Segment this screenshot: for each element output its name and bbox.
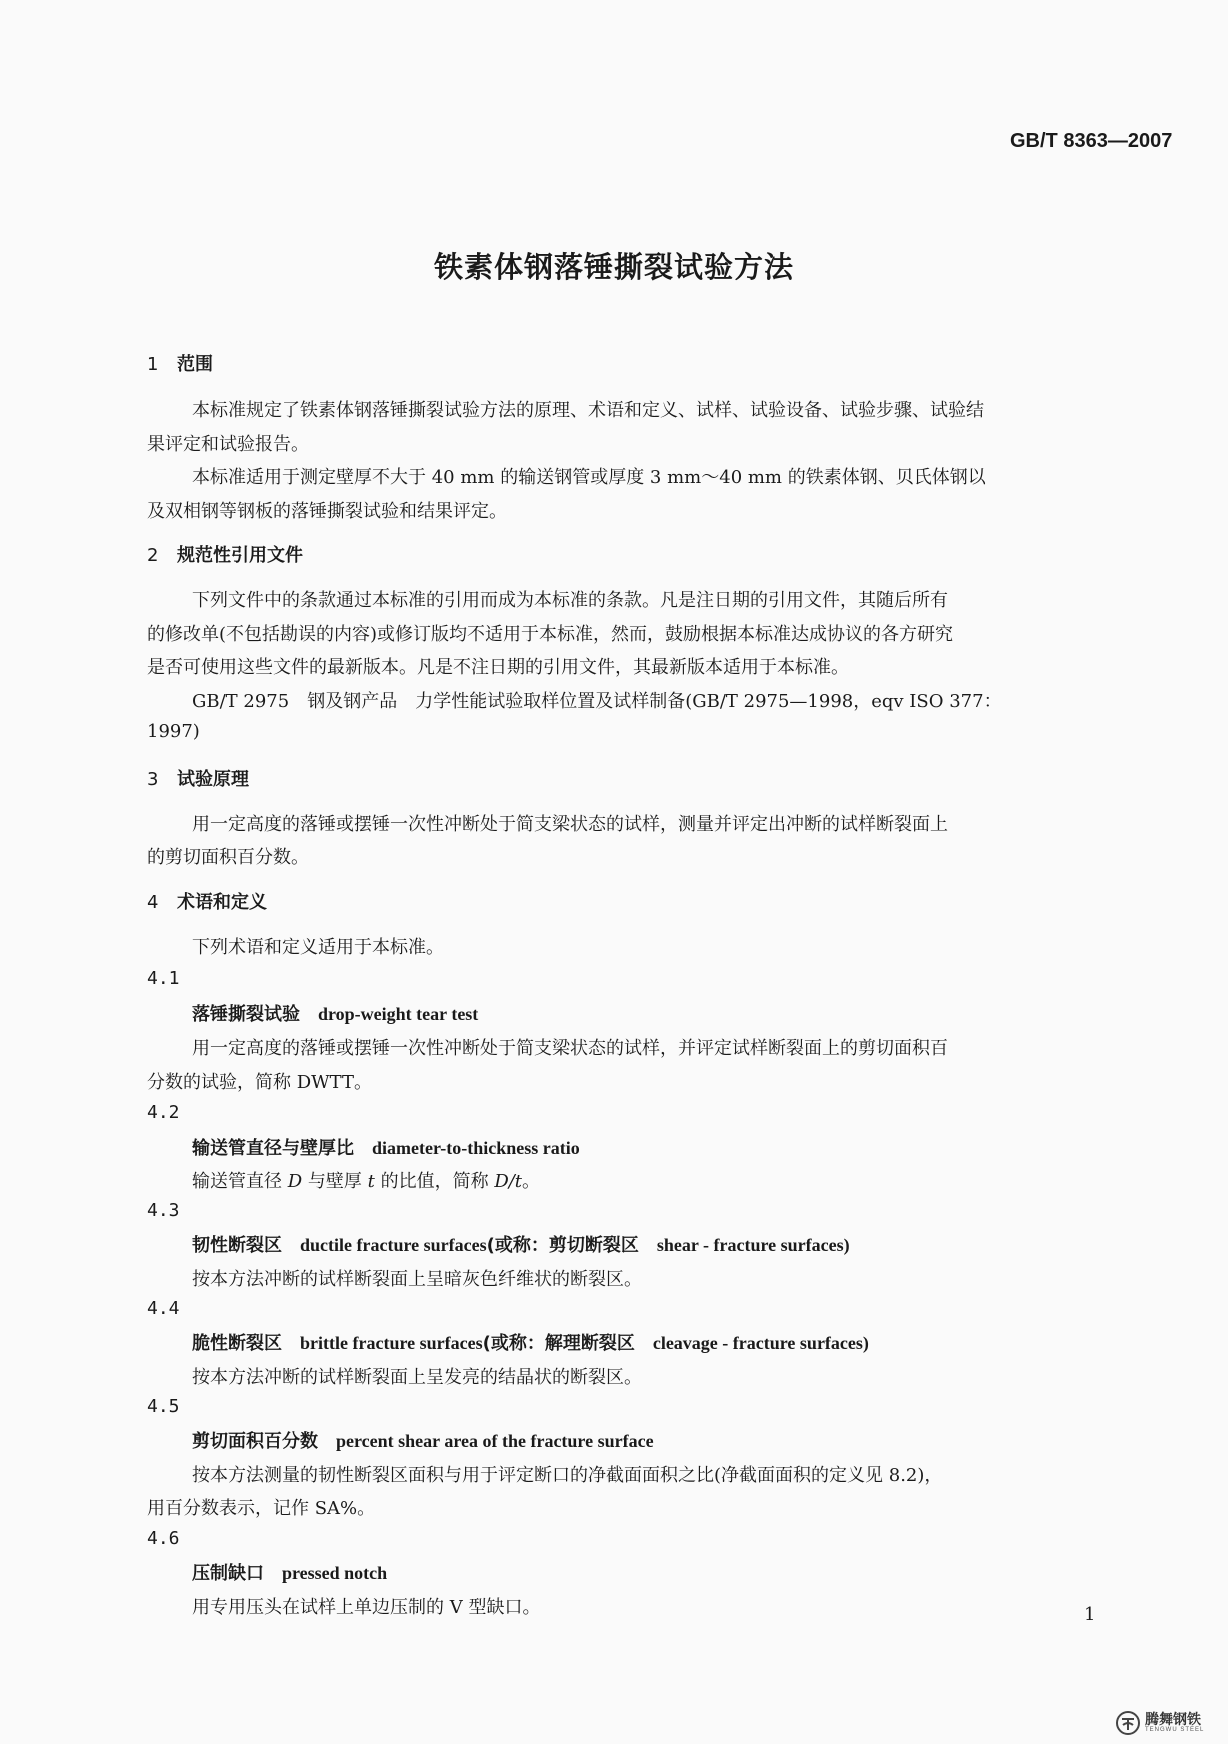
paragraph-line: 本标准适用于测定壁厚不大于 40 mm 的输送钢管或厚度 3 mm～40 mm 的铁素体钢、贝氏体钢以	[192, 467, 986, 488]
definition-line: 按本方法测量的韧性断裂区面积与用于评定断口的净截面面积之比(净截面面积的定义见 8.2)，	[192, 1465, 943, 1486]
definition-line: 用百分数表示，记作 SA%。	[147, 1498, 376, 1519]
paragraph-line: 及双相钢等钢板的落锤撕裂试验和结果评定。	[147, 501, 507, 522]
section-title: 术语和定义	[177, 892, 267, 913]
clause-number: 4.4	[147, 1298, 180, 1319]
term-alt-zh: (或称：解理断裂区	[482, 1333, 635, 1354]
term-zh: 剪切面积百分数	[192, 1431, 318, 1452]
term-alt-zh: (或称：剪切断裂区	[486, 1235, 639, 1256]
term-entry	[192, 1329, 869, 1355]
paragraph-line: 的剪切面积百分数。	[147, 847, 309, 868]
term-entry	[192, 1427, 654, 1453]
section-2-heading	[147, 541, 303, 567]
term-entry	[192, 1000, 478, 1026]
definition-line: 按本方法冲断的试样断裂面上呈发亮的结晶状的断裂区。	[192, 1367, 642, 1388]
section-4-heading	[147, 888, 267, 914]
clause-number: 4.3	[147, 1200, 180, 1221]
term-en: percent shear area of the fracture surface	[336, 1431, 654, 1451]
paragraph-line: 用一定高度的落锤或摆锤一次性冲断处于简支梁状态的试样，测量并评定出冲断的试样断裂面上	[192, 814, 948, 835]
term-en: drop-weight tear test	[318, 1004, 479, 1024]
section-title: 范围	[177, 354, 213, 375]
definition-line: 按本方法冲断的试样断裂面上呈暗灰色纤维状的断裂区。	[192, 1269, 642, 1290]
clause-number: 4.5	[147, 1396, 180, 1417]
text-run: 的比值，简称	[374, 1171, 495, 1192]
page-number: 1	[1084, 1604, 1096, 1625]
section-1-heading	[147, 350, 213, 376]
definition-line: 用一定高度的落锤或摆锤一次性冲断处于简支梁状态的试样，并评定试样断裂面上的剪切面积百	[192, 1038, 948, 1059]
definition-line: 用专用压头在试样上单边压制的 V 型缺口。	[192, 1597, 541, 1618]
term-en: ductile fracture surfaces	[300, 1235, 487, 1255]
term-zh: 落锤撕裂试验	[192, 1004, 300, 1025]
term-entry	[192, 1134, 580, 1160]
term-entry	[192, 1231, 850, 1257]
paragraph-line: 下列术语和定义适用于本标准。	[192, 937, 444, 958]
section-number: 3	[147, 769, 159, 790]
text-run: 输送管直径	[192, 1171, 288, 1192]
reference-line: 1997)	[147, 721, 200, 742]
paragraph-line: 果评定和试验报告。	[147, 434, 309, 455]
text-run: 。	[522, 1171, 541, 1192]
clause-number: 4.6	[147, 1528, 180, 1549]
tengwu-logo-icon	[1115, 1710, 1141, 1736]
paragraph-line: 是否可使用这些文件的最新版本。凡是不注日期的引用文件，其最新版本适用于本标准。	[147, 657, 849, 678]
tengwu-logo	[1115, 1710, 1204, 1736]
term-alt-en: shear - fracture surfaces)	[656, 1235, 850, 1255]
section-number: 2	[147, 545, 159, 566]
section-title: 规范性引用文件	[177, 545, 303, 566]
term-zh: 压制缺口	[192, 1563, 264, 1584]
symbol-d: D	[287, 1171, 303, 1192]
text-run: 与壁厚	[302, 1171, 368, 1192]
term-en: diameter-to-thickness ratio	[372, 1138, 580, 1158]
section-3-heading	[147, 765, 249, 791]
logo-text-en: TENGWU STEEL	[1145, 1727, 1205, 1733]
logo-text-cn: 腾舞钢铁	[1145, 1712, 1201, 1728]
term-en: brittle fracture surfaces	[300, 1333, 483, 1353]
section-number: 1	[147, 354, 159, 375]
document-title: 铁素体钢落锤撕裂试验方法	[433, 250, 794, 284]
section-number: 4	[147, 892, 159, 913]
definition-line	[192, 1167, 540, 1193]
paragraph-line: 本标准规定了铁素体钢落锤撕裂试验方法的原理、术语和定义、试样、试验设备、试验步骤、试验结	[192, 400, 984, 421]
paragraph-line: 下列文件中的条款通过本标准的引用而成为本标准的条款。凡是注日期的引用文件，其随后所有	[192, 590, 948, 611]
term-zh: 脆性断裂区	[192, 1333, 282, 1354]
symbol-d-over-t: D/t	[494, 1171, 523, 1192]
definition-line: 分数的试验，简称 DWTT。	[147, 1072, 372, 1093]
clause-number: 4.1	[147, 968, 180, 989]
paragraph-line: 的修改单(不包括勘误的内容)或修订版均不适用于本标准，然而，鼓励根据本标准达成协议的各方研究	[147, 624, 954, 645]
document-number: GB/T 8363—2007	[1010, 130, 1173, 152]
section-title: 试验原理	[177, 769, 249, 790]
term-zh: 韧性断裂区	[192, 1235, 282, 1256]
symbol-t: t	[367, 1171, 375, 1192]
clause-number: 4.2	[147, 1102, 180, 1123]
term-zh: 输送管直径与壁厚比	[192, 1138, 354, 1159]
term-alt-en: cleavage - fracture surfaces)	[652, 1333, 869, 1353]
reference-line: GB/T 2975 钢及钢产品 力学性能试验取样位置及试样制备(GB/T 2975—1998，eqv ISO 377：	[192, 691, 1002, 712]
term-entry	[192, 1559, 387, 1585]
term-en: pressed notch	[282, 1563, 388, 1583]
